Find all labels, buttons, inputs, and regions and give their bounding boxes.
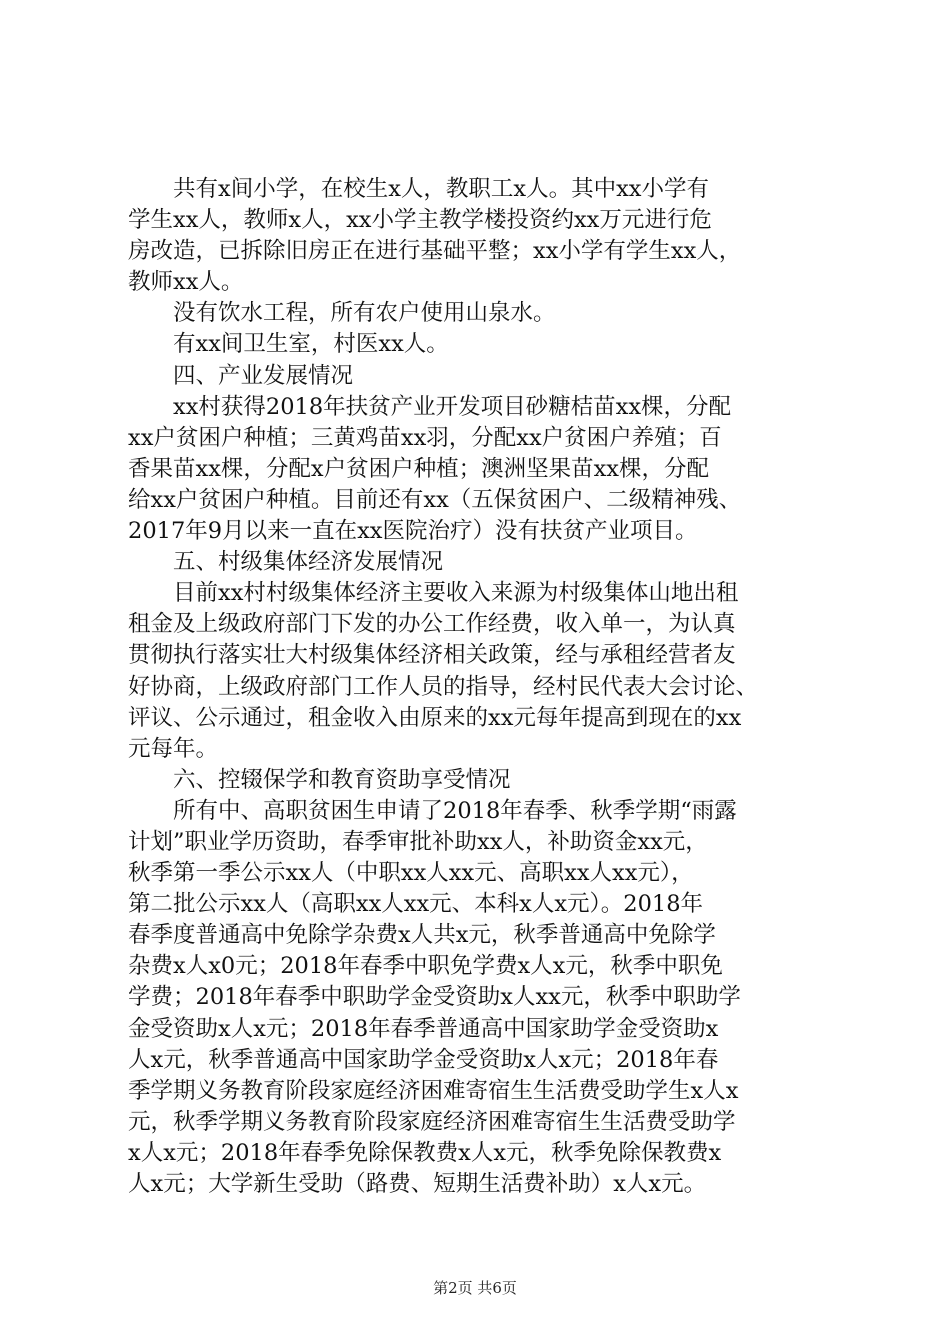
text-line: 元每年。: [128, 735, 219, 762]
document-body: [128, 174, 840, 1200]
text-line: 目前xx村村级集体经济主要收入来源为村级集体山地出租: [128, 580, 739, 607]
text-line: 共有x间小学，在校生x人，教职工x人。其中xx小学有: [128, 176, 709, 202]
text-line: 人x元，秋季普通高中国家助学金受资助x人x元；2018年春: [128, 1046, 719, 1073]
text-line: 元，秋季学期义务教育阶段家庭经济困难寄宿生生活费受助学: [128, 1108, 736, 1135]
text-line: xx村获得2018年扶贫产业开发项目砂糖桔苗xx棵，分配: [128, 393, 732, 420]
text-line: 有xx间卫生室，村医xx人。: [128, 331, 449, 358]
text-line: xx户贫困户种植；三黄鸡苗xx羽，分配xx户贫困户养殖；百: [128, 424, 722, 451]
text-line: 秋季第一季公示xx人（中职xx人xx元、高职xx人xx元），: [128, 860, 694, 887]
text-line: 贯彻执行落实壮大村级集体经济相关政策，经与承租经营者友: [128, 642, 736, 669]
text-line: 杂费x人x0元；2018年春季中职免学费x人x元，秋季中职免: [128, 953, 723, 980]
text-line: x人x元；2018年春季免除保教费x人x元，秋季免除保教费x: [128, 1139, 722, 1166]
text-line: 所有中、高职贫困生申请了2018年春季、秋季学期“雨露: [128, 797, 737, 824]
text-line: 计划”职业学历资助，春季审批补助xx人，补助资金xx元，: [128, 828, 708, 855]
text-line: 好协商，上级政府部门工作人员的指导，经村民代表大会讨论、: [128, 673, 759, 700]
text-line: 第二批公示xx人（高职xx人xx元、本科x人x元）。2018年: [128, 891, 704, 918]
text-line: 人x元；大学新生受助（路费、短期生活费补助）x人x元。: [128, 1171, 707, 1197]
text-line: 评议、公示通过，租金收入由原来的xx元每年提高到现在的xx: [128, 704, 742, 731]
text-line: 季学期义务教育阶段家庭经济困难寄宿生生活费受助学生x人x: [128, 1077, 739, 1104]
text-line: 2017年9月以来一直在xx医院治疗）没有扶贫产业项目。: [128, 518, 698, 545]
text-line: 没有饮水工程，所有农户使用山泉水。: [128, 300, 556, 327]
text-line: 春季度普通高中免除学杂费x人共x元，秋季普通高中免除学: [128, 922, 716, 949]
text-line: 学生xx人，教师x人，xx小学主教学楼投资约xx万元进行危: [128, 207, 712, 234]
text-line: 教师xx人。: [128, 269, 244, 296]
text-line: 四、产业发展情况: [128, 362, 354, 389]
text-line: 六、控辍保学和教育资助享受情况: [128, 766, 511, 793]
text-line: 房改造，已拆除旧房正在进行基础平整；xx小学有学生xx人，: [128, 238, 742, 265]
text-line: 租金及上级政府部门下发的办公工作经费，收入单一，为认真: [128, 611, 736, 638]
text-line: 金受资助x人x元；2018年春季普通高中国家助学金受资助x: [128, 1015, 719, 1042]
text-line: 学费；2018年春季中职助学金受资助x人xx元，秋季中职助学: [128, 984, 741, 1011]
text-line: 香果苗xx棵，分配x户贫困户种植；澳洲坚果苗xx棵，分配: [128, 455, 709, 482]
text-line: 给xx户贫困户种植。目前还有xx（五保贫困户、二级精神残、: [128, 486, 742, 513]
page-footer: 第2页 共6页: [433, 1279, 517, 1297]
text-line: 五、村级集体经济发展情况: [128, 549, 444, 576]
